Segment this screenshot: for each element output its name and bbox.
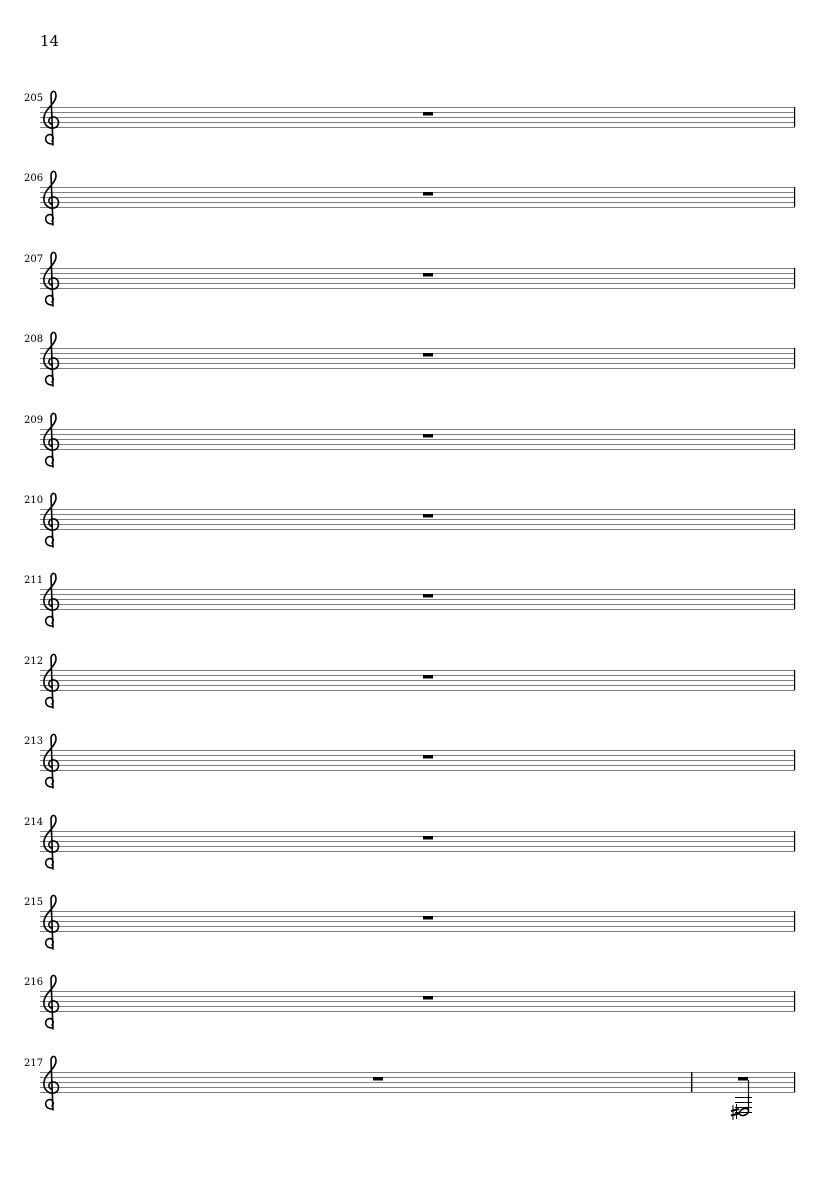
treble-clef-icon (44, 815, 59, 869)
measure-number: 207 (24, 254, 44, 265)
staff-system (0, 817, 835, 891)
page-number: 14 (40, 32, 60, 50)
staff (0, 1072, 835, 1132)
measure-number: 205 (24, 93, 44, 104)
measure-number: 210 (24, 495, 44, 506)
treble-clef-icon (44, 171, 59, 225)
treble-clef-icon (44, 895, 59, 949)
whole-rest (423, 434, 433, 438)
staff (0, 991, 835, 1051)
measure-number: 206 (24, 173, 44, 184)
measure-number: 214 (24, 817, 44, 828)
final-barline (794, 1072, 795, 1092)
staff (0, 268, 835, 328)
final-barline (794, 509, 795, 529)
staff-system (0, 656, 835, 730)
treble-clef-icon (44, 654, 59, 708)
measure-number: 215 (24, 897, 44, 908)
final-barline (794, 107, 795, 127)
staff-system (0, 173, 835, 247)
whole-rest (423, 996, 433, 1000)
staff-system (0, 254, 835, 328)
barline (691, 1072, 692, 1092)
measure-number: 208 (24, 334, 44, 345)
sharp-icon (731, 1104, 739, 1120)
staff-system (0, 93, 835, 167)
staff-system (0, 415, 835, 489)
final-barline (794, 831, 795, 851)
final-barline (794, 589, 795, 609)
whole-rest (423, 273, 433, 277)
treble-clef-icon (44, 734, 59, 788)
staff (0, 509, 835, 569)
measure-number: 211 (24, 575, 44, 586)
whole-rest (423, 514, 433, 518)
staff (0, 670, 835, 730)
treble-clef-icon (44, 493, 59, 547)
treble-clef-icon (44, 1056, 59, 1110)
staff (0, 348, 835, 408)
measure-number: 209 (24, 415, 44, 426)
staff-system (0, 495, 835, 569)
whole-rest (423, 594, 433, 598)
staff (0, 589, 835, 649)
final-barline (794, 187, 795, 207)
whole-rest (738, 1077, 748, 1081)
staff-system (0, 897, 835, 971)
treble-clef-icon (44, 91, 59, 145)
staff-system (0, 334, 835, 408)
staff-system (0, 1058, 835, 1132)
treble-clef-icon (44, 413, 59, 467)
treble-clef-icon (44, 975, 59, 1029)
staff (0, 750, 835, 810)
staff (0, 831, 835, 891)
whole-rest (423, 755, 433, 759)
whole-rest (423, 836, 433, 840)
staff (0, 429, 835, 489)
treble-clef-icon (44, 252, 59, 306)
whole-rest (423, 675, 433, 679)
final-barline (794, 429, 795, 449)
final-barline (794, 348, 795, 368)
final-barline (794, 991, 795, 1011)
whole-rest (423, 916, 433, 920)
measure-number: 213 (24, 736, 44, 747)
staff-system (0, 977, 835, 1051)
final-barline (794, 268, 795, 288)
whole-rest (423, 353, 433, 357)
measure-number: 217 (24, 1058, 44, 1069)
final-barline (794, 750, 795, 770)
whole-rest (423, 112, 433, 116)
staff (0, 107, 835, 167)
staff-system (0, 736, 835, 810)
final-barline (794, 911, 795, 931)
staff-system (0, 575, 835, 649)
whole-rest (373, 1077, 383, 1081)
measure-number: 212 (24, 656, 44, 667)
final-barline (794, 670, 795, 690)
whole-rest (423, 192, 433, 196)
treble-clef-icon (44, 332, 59, 386)
measure-number: 216 (24, 977, 44, 988)
treble-clef-icon (44, 573, 59, 627)
staff (0, 187, 835, 247)
staff (0, 911, 835, 971)
